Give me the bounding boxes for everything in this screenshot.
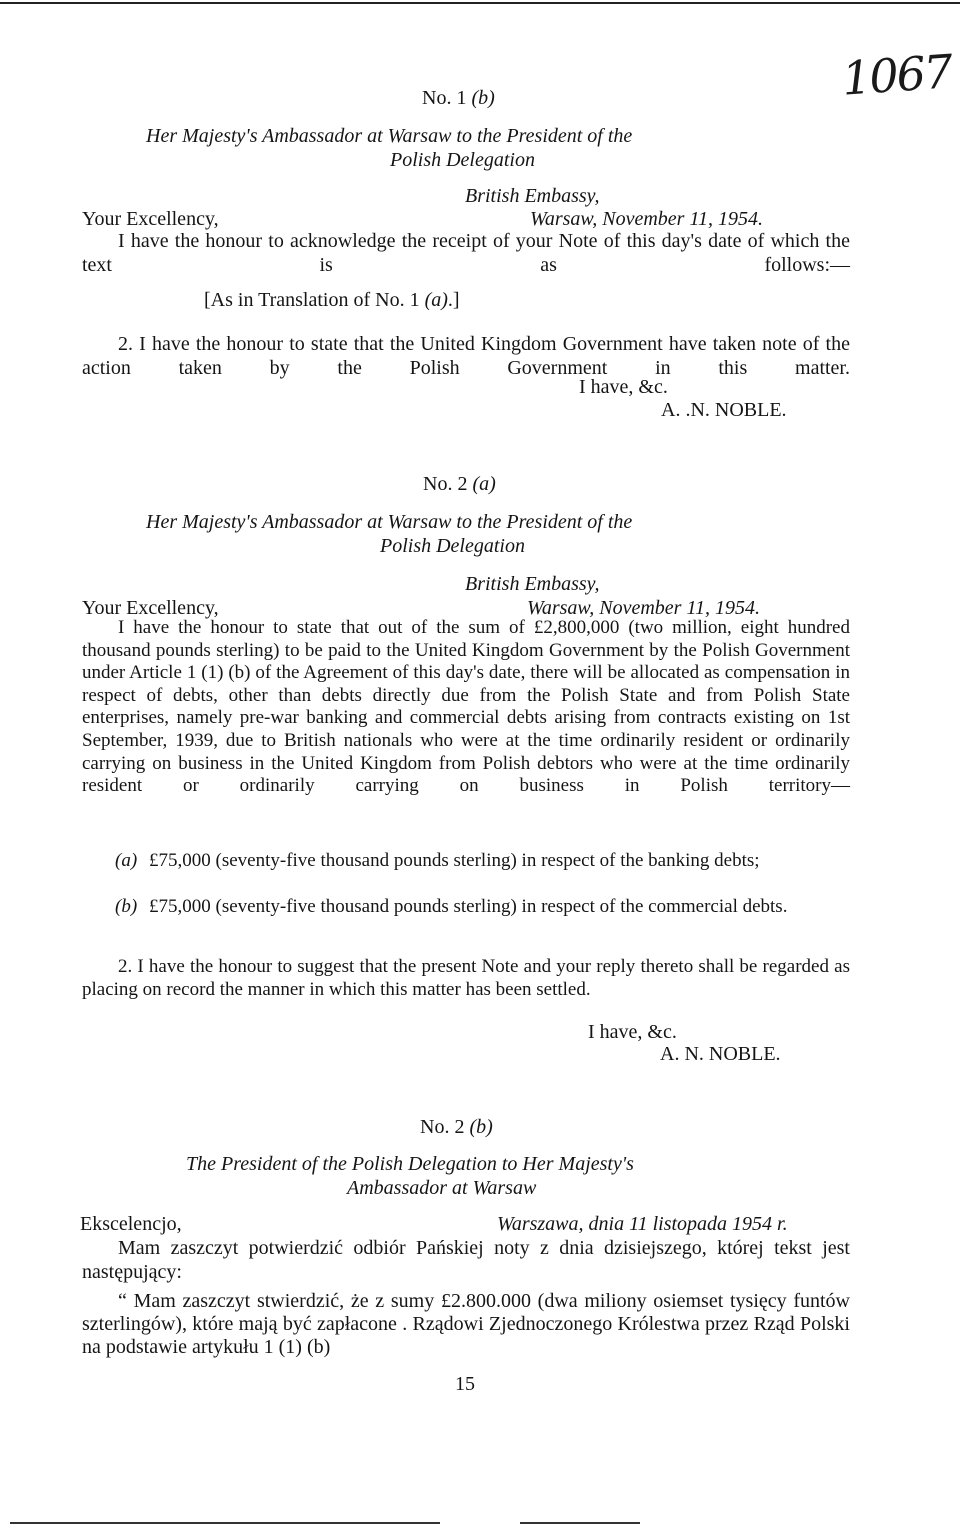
top-rule xyxy=(0,2,960,4)
page-number: 15 xyxy=(455,1373,475,1395)
bottom-rule-right xyxy=(520,1522,640,1524)
bottom-rule-left xyxy=(10,1522,440,1524)
section-1b-closing: I have, &c. xyxy=(579,376,668,398)
page-stamp: 1067 xyxy=(840,44,953,106)
section-1b-para2: 2. I have the honour to state that the United Kingdom Government have taken note of the action taken by the Polish Government in this matter. xyxy=(82,333,850,379)
section-1b-para1: I have the honour to acknowledge the receipt of your Note of this day's date of which the text is as follows:— xyxy=(82,230,850,276)
section-1b-number: No. 1 (b) xyxy=(422,87,495,109)
section-2b-heading-line2: Ambassador at Warsaw xyxy=(347,1177,537,1199)
section-2a-signature: A. N. NOBLE. xyxy=(660,1043,781,1065)
section-2b-heading-line1: The President of the Polish Delegation to Her Majesty's xyxy=(186,1153,634,1175)
section-2a-number: No. 2 (a) xyxy=(423,473,496,495)
section-2a-item-a: (a) £75,000 (seventy-five thousand pounds sterling) in respect of the banking debts; xyxy=(115,850,760,871)
section-2a-closing: I have, &c. xyxy=(588,1021,677,1043)
section-2a-item-b: (b) £75,000 (seventy-five thousand pounds sterling) in respect of the commercial debts. xyxy=(115,896,788,917)
section-2b-salutation: Ekscelencjo, xyxy=(80,1213,182,1235)
section-2a-salutation: Your Excellency, xyxy=(82,597,219,619)
section-1b-salutation: Your Excellency, xyxy=(82,208,219,230)
section-2a-place: British Embassy, xyxy=(465,573,600,595)
section-1b-heading-line2: Polish Delegation xyxy=(390,149,535,171)
section-2b-date: Warszawa, dnia 11 listopada 1954 r. xyxy=(497,1213,788,1235)
section-2a-heading-line2: Polish Delegation xyxy=(380,535,525,557)
section-1b-heading-line1: Her Majesty's Ambassador at Warsaw to the President of the xyxy=(146,125,633,147)
section-2b-para2: “ Mam zaszczyt stwierdzić, że z sumy £2.800.000 (dwa miliony osiemset tysięcy funtów szterlingów), które mają być zapłacone . Rządowi Zjednoczonego Królestwa przez Rząd Polski na podstawie artykułu 1 (1) (b) xyxy=(82,1290,850,1358)
section-2a-para2: 2. I have the honour to suggest that the present Note and your reply thereto shall be regarded as placing on record the manner in which this matter has been settled. xyxy=(82,956,850,1000)
section-2a-heading-line1: Her Majesty's Ambassador at Warsaw to the President of the xyxy=(146,511,633,533)
section-2a-para1: I have the honour to state that out of the sum of £2,800,000 (two million, eight hundred thousand pounds sterling) to be paid to the United Kingdom Government by the Polish Government under Article 1 (1) (b) of the Agreement of this day's date, there will be allocated as compensation in respect of debts, other than debts directly due from the Polish State and from Polish State enterprises, namely pre-war banking and commercial debts arising from contracts existing on 1st September, 1939, due to British nationals who were at the time ordinarily resident or ordinarily carrying on business in the United Kingdom from Polish debtors who were at the time ordinarily resident or ordinarily carrying on business in Polish territory— xyxy=(82,617,850,797)
section-1b-date: Warsaw, November 11, 1954. xyxy=(530,208,763,230)
section-1b-place: British Embassy, xyxy=(465,185,600,207)
section-2b-para1: Mam zaszczyt potwierdzić odbiór Pańskiej noty z dnia dzisiejszego, której tekst jest następujący: xyxy=(82,1237,850,1283)
section-1b-signature: A. .N. NOBLE. xyxy=(661,399,787,421)
section-2b-number: No. 2 (b) xyxy=(420,1116,493,1138)
section-1b-insert: [As in Translation of No. 1 (a).] xyxy=(204,289,460,311)
section-2a-date: Warsaw, November 11, 1954. xyxy=(527,597,760,619)
